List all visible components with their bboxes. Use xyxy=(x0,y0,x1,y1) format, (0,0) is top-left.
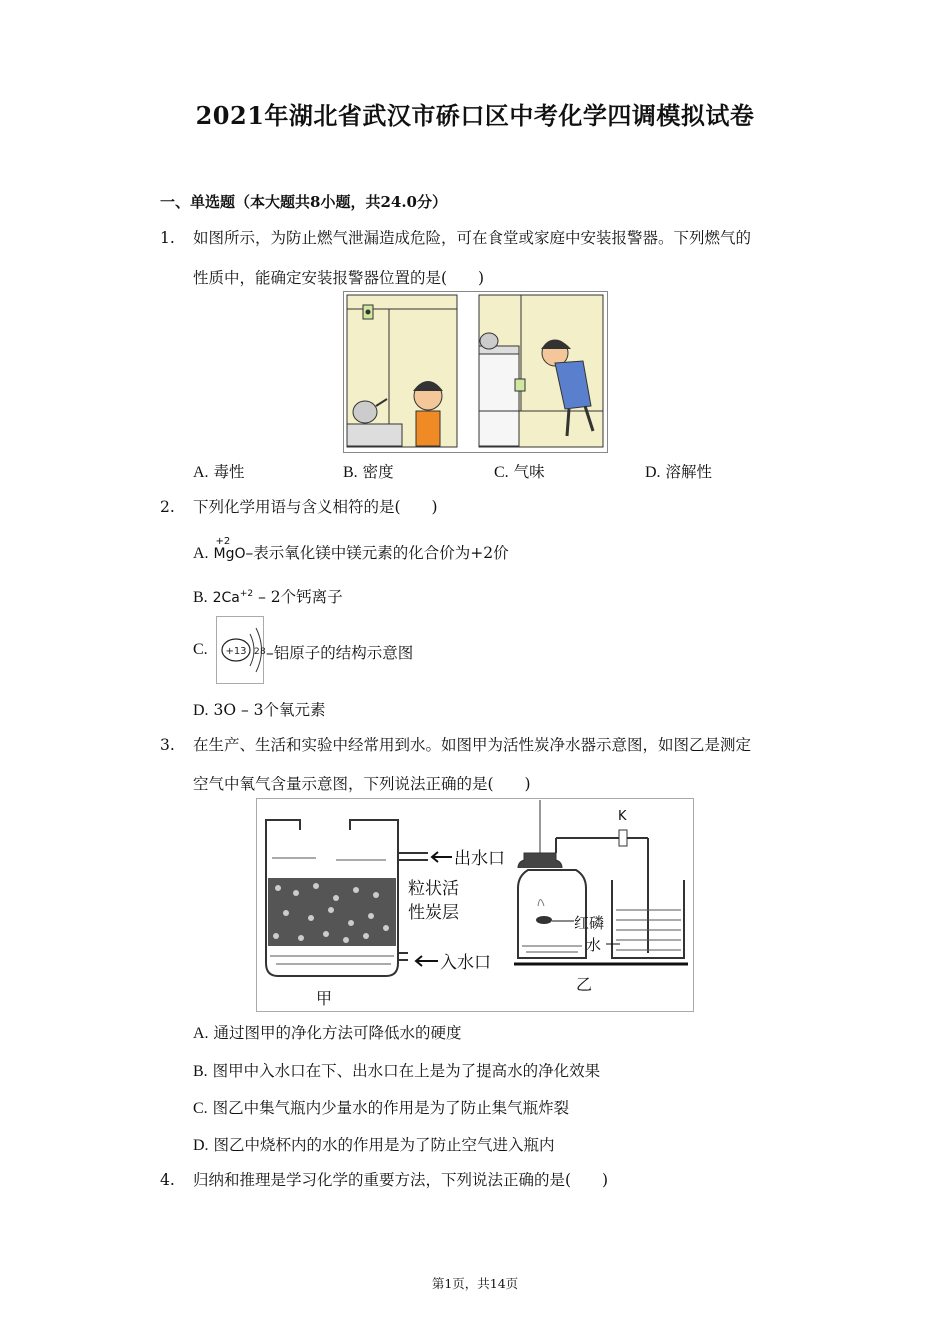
question-number: 1. xyxy=(160,229,175,247)
shell-electrons: 8 xyxy=(260,647,266,657)
phosphorus-label: 红磷 xyxy=(574,914,605,932)
shell-electrons: 2 xyxy=(254,647,260,657)
outlet-label: 出水口 xyxy=(454,849,505,869)
formula: 2Ca xyxy=(212,590,240,606)
gas-alarm-illustration xyxy=(343,291,608,453)
option-c-text: –铝原子的结构示意图 xyxy=(266,644,414,662)
section-heading: 一、单选题（本大题共8小题，共24.0分） xyxy=(160,193,447,211)
formula: MgO xyxy=(213,546,246,562)
water-purifier-and-oxygen-experiment-figure xyxy=(256,798,694,1012)
figure-jia-label: 甲 xyxy=(316,989,333,1008)
question-text: 在生产、生活和实验中经常用到水。如图甲为活性炭净水器示意图，如图乙是测定 xyxy=(193,736,752,754)
option-label: C. xyxy=(193,641,208,658)
option-d: D. 图乙中烧杯内的水的作用是为了防止空气进入瓶内 xyxy=(193,1136,555,1154)
question-text: 归纳和推理是学习化学的重要方法，下列说法正确的是( ) xyxy=(193,1171,609,1189)
option-b: B. 密度 xyxy=(343,463,394,481)
option-b: B. 图甲中入水口在下、出水口在上是为了提高水的净化效果 xyxy=(193,1062,601,1080)
question-number: 4. xyxy=(160,1171,175,1189)
clamp-k-label: K xyxy=(618,809,627,824)
figure-yi-label: 乙 xyxy=(576,975,593,994)
question-number: 2. xyxy=(160,498,175,516)
charge-superscript: +2 xyxy=(239,588,254,599)
option-c: C. 气味 xyxy=(494,463,545,481)
option-c: C. 图乙中集气瓶内少量水的作用是为了防止集气瓶炸裂 xyxy=(193,1099,570,1117)
option-d: D. 溶解性 xyxy=(645,463,713,481)
question-text: 空气中氧气含量示意图，下列说法正确的是( ) xyxy=(193,775,531,793)
option-b: B. $2Ca^{+2} - 2$个钙离子 xyxy=(193,588,343,606)
option-d: D. 3O – 3个氧元素 xyxy=(193,701,326,719)
option-a: A. +2 MgO–表示氧化镁中镁元素的化合价为+2价 xyxy=(193,536,509,562)
inlet-label: 入水口 xyxy=(440,953,491,973)
valence-superscript: +2 xyxy=(215,536,231,547)
nucleus-charge: +13 xyxy=(225,646,247,657)
carbon-label-1: 粒状活 xyxy=(408,879,459,899)
question-text: 如图所示，为防止燃气泄漏造成危险，可在食堂或家庭中安装报警器。下列燃气的 xyxy=(193,229,752,247)
page-title: 2021年湖北省武汉市硚口区中考化学四调模拟试卷 xyxy=(195,101,755,130)
question-text: 性质中，能确定安装报警器位置的是( ) xyxy=(193,269,485,287)
option-a: A. 毒性 xyxy=(193,463,245,481)
water-label: 水 xyxy=(586,936,602,954)
carbon-label-2: 性炭层 xyxy=(408,903,459,923)
option-a: A. 通过图甲的净化方法可降低水的硬度 xyxy=(193,1024,462,1042)
aluminum-atom-diagram xyxy=(216,616,264,684)
page-footer: 第1页，共14页 xyxy=(431,1276,519,1291)
question-number: 3. xyxy=(160,736,175,754)
question-text: 下列化学用语与含义相符的是( ) xyxy=(193,498,438,516)
